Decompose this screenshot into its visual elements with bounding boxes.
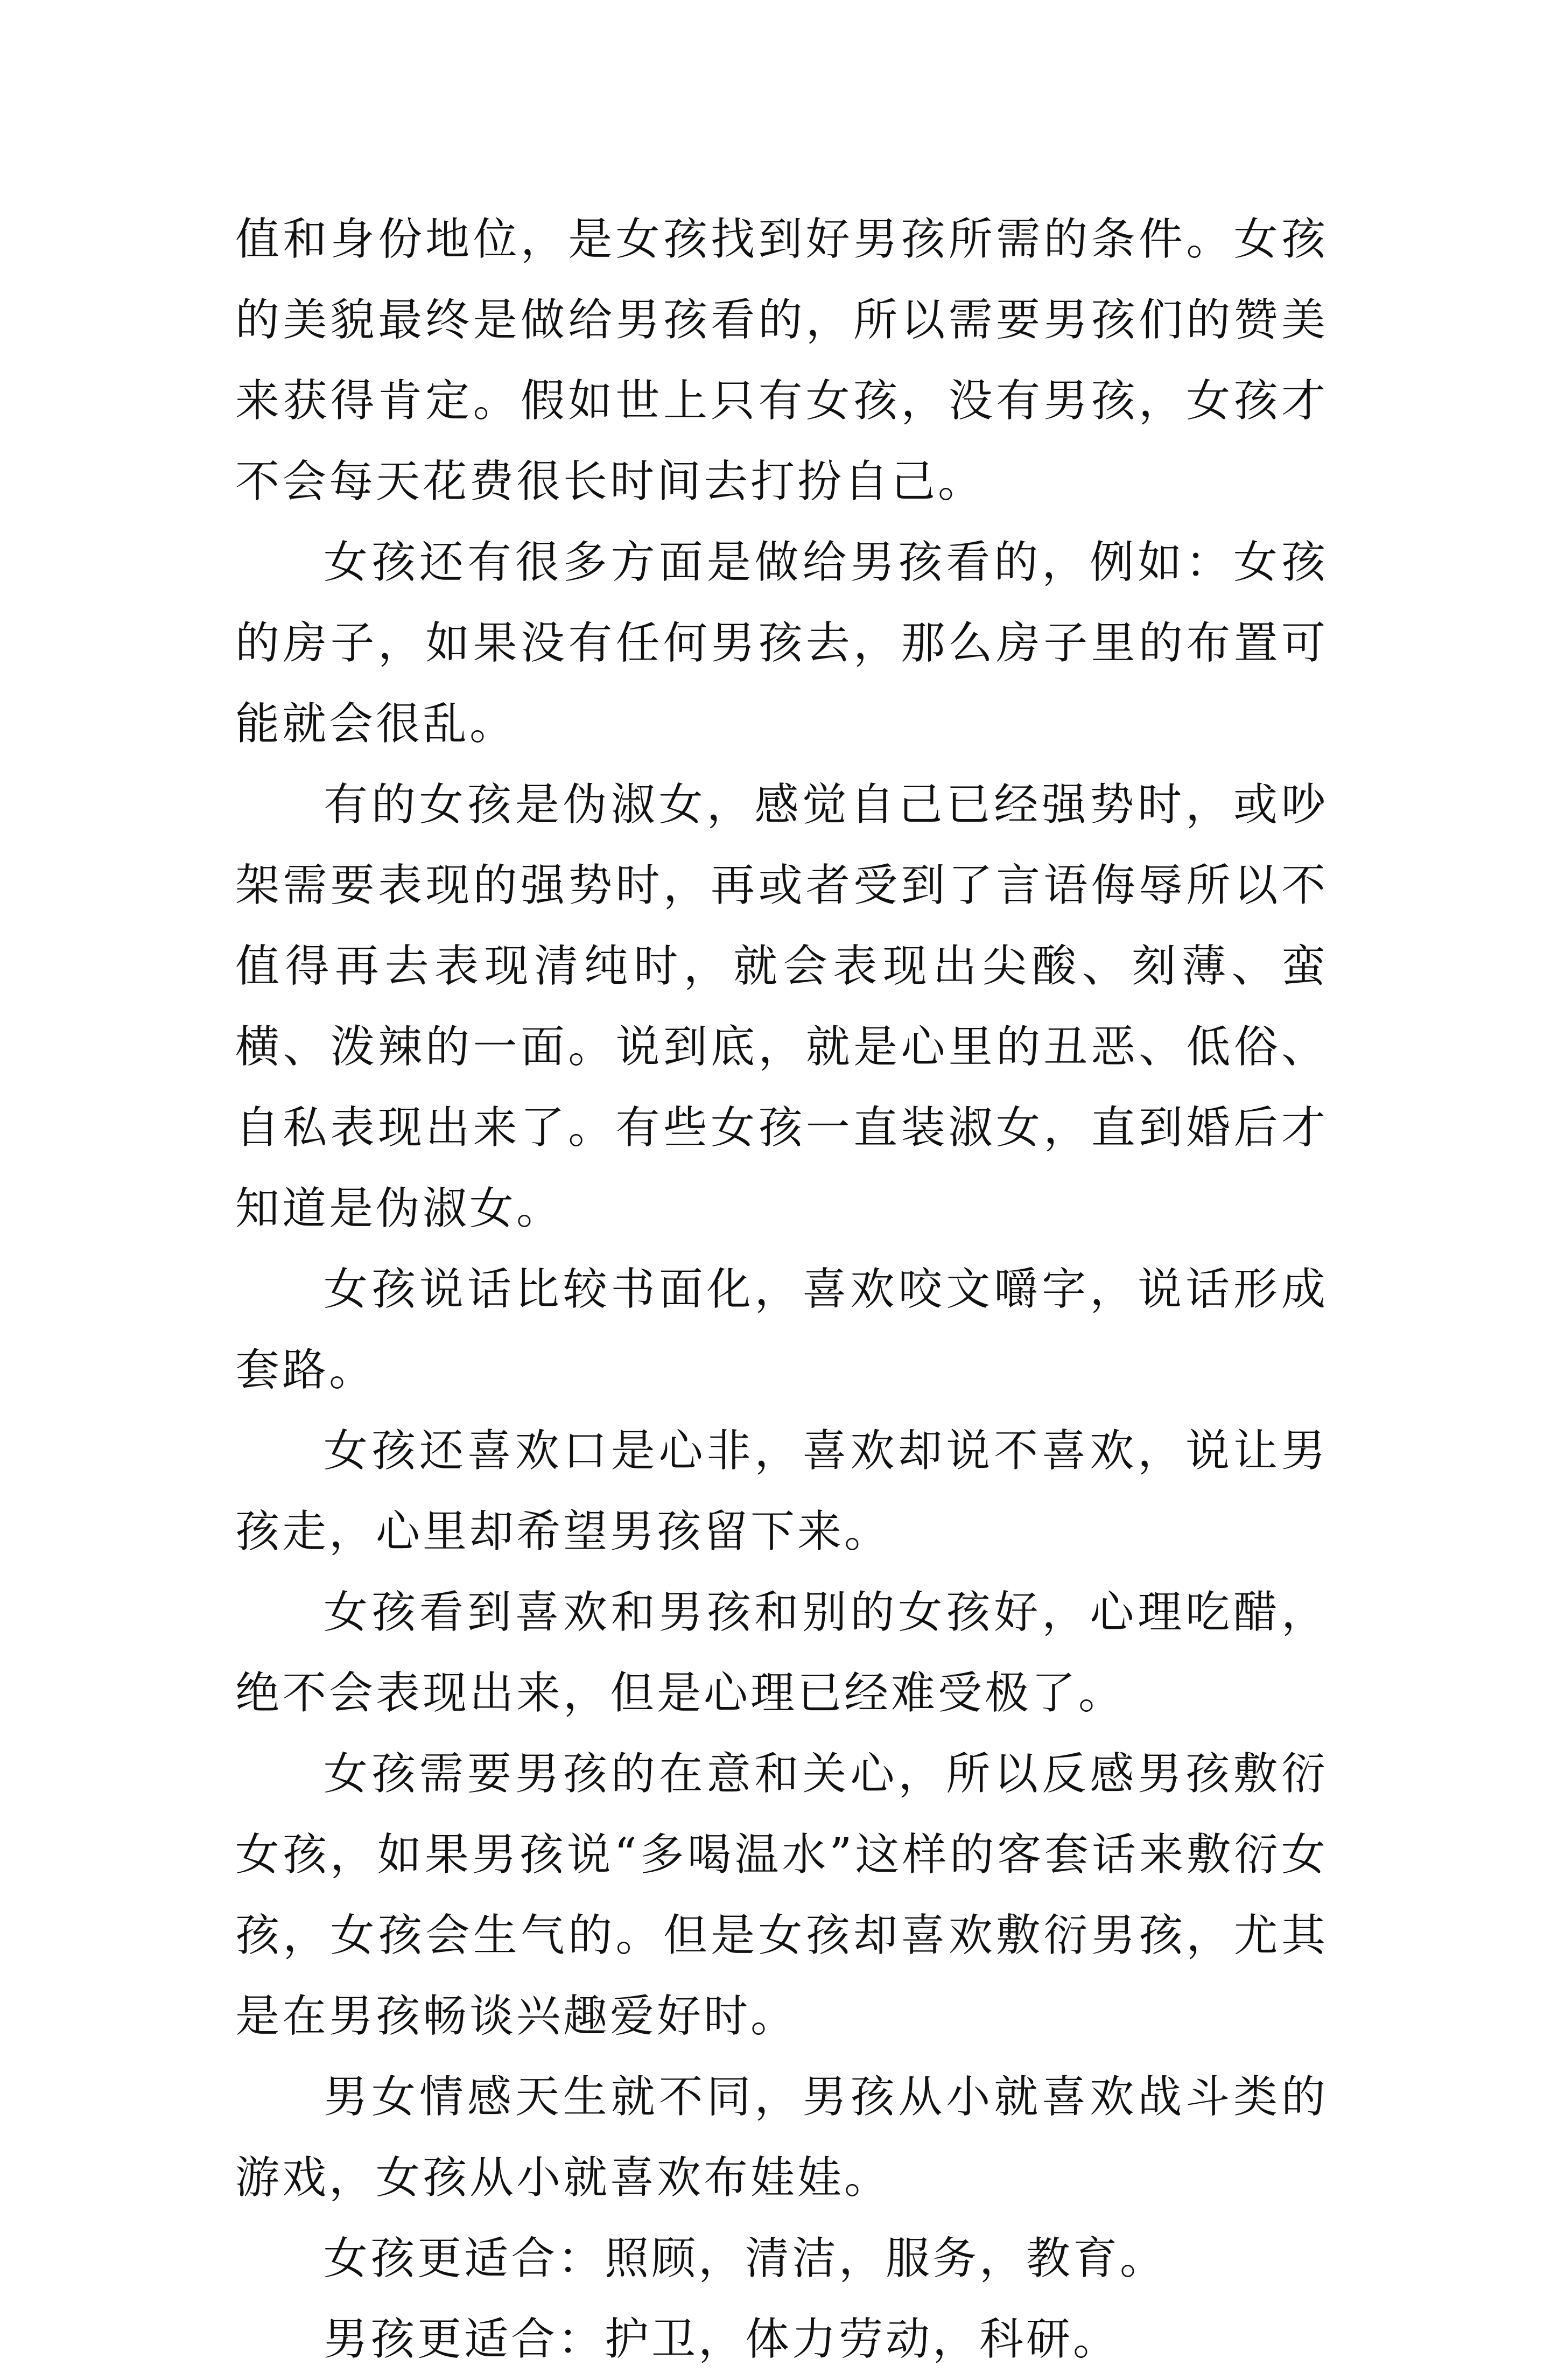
- paragraph-7: 女孩需要男孩的在意和关心，所以反感男孩敷衍女孩，如果男孩说“多喝温水”这样的客套话来敷衍女孩，女孩会生气的。但是女孩却喜欢敷衍男孩，尤其是在男孩畅谈兴趣爱好时。: [235, 1748, 1328, 2042]
- paragraph-6: 女孩看到喜欢和男孩和别的女孩好，心理吃醋，绝不会表现出来，但是心理已经难受极了。: [235, 1587, 1328, 1719]
- paragraph-5: 女孩还喜欢口是心非，喜欢却说不喜欢，说让男孩走，心里却希望男孩留下来。: [235, 1425, 1328, 1557]
- paragraph-8: 男女情感天生就不同，男孩从小就喜欢战斗类的游戏，女孩从小就喜欢布娃娃。: [235, 2071, 1328, 2203]
- paragraph-2: 女孩还有很多方面是做给男孩看的，例如：女孩的房子，如果没有任何男孩去，那么房子里的布置可能就会很乱。: [235, 537, 1328, 750]
- paragraph-3: 有的女孩是伪淑女，感觉自己已经强势时，或吵架需要表现的强势时，再或者受到了言语侮辱所以不值得再去表现清纯时，就会表现出尖酸、刻薄、蛮横、泼辣的一面。说到底，就是心里的丑恶、低俗、自私表现出来了。有些女孩一直装淑女，直到婚后才知道是伪淑女。: [235, 779, 1328, 1234]
- body-text: [235, 199, 1328, 2380]
- paragraph-1: 值和身份地位，是女孩找到好男孩所需的条件。女孩的美貌最终是做给男孩看的，所以需要男孩们的赞美来获得肯定。假如世上只有女孩，没有男孩，女孩才不会每天花费很长时间去打扮自己。: [235, 214, 1328, 507]
- paragraph-9: 女孩更适合：照顾，清洁，服务，教育。: [324, 2233, 1167, 2284]
- paragraph-4: 女孩说话比较书面化，喜欢咬文嚼字，说话形成套路。: [235, 1264, 1328, 1396]
- paragraph-10: 男孩更适合：护卫，体力劳动，科研。: [324, 2314, 1120, 2365]
